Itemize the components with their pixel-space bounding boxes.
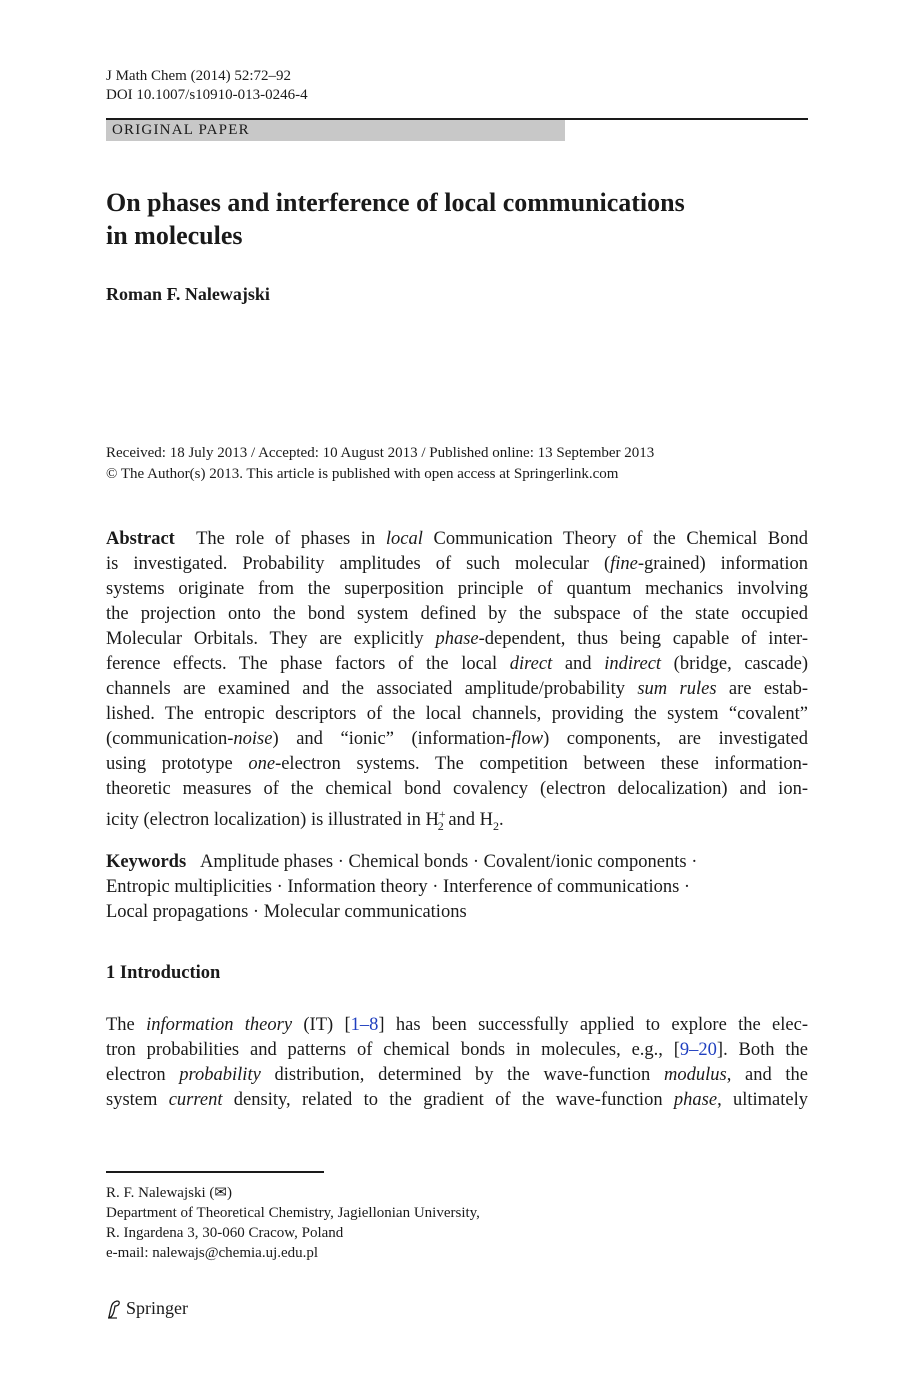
abstract (106, 527, 808, 839)
abstract-line: channels are examined and the associated amplitude/probability sum rules are estab- (106, 679, 808, 699)
abstract-line: is investigated. Probability amplitudes of such molecular (fine-grained) information (106, 554, 808, 574)
introduction-text (106, 1013, 808, 1113)
footnote-author: R. F. Nalewajski (✉) (106, 1185, 232, 1201)
abstract-line: Molecular Orbitals. They are explicitly phase-dependent, thus being capable of inter- (106, 629, 808, 649)
paper-type-banner: ORIGINAL PAPER (106, 120, 565, 141)
abstract-line: lished. The entropic descriptors of the local channels, providing the system “covalent” (106, 704, 808, 724)
keywords (106, 850, 808, 925)
received-line: Received: 18 July 2013 / Accepted: 10 August 2013 / Published online: 13 September 2013 (106, 445, 655, 461)
abstract-line: Abstract The role of phases in local Communication Theory of the Chemical Bond (106, 529, 809, 549)
intro-line: tron probabilities and patterns of chemical bonds in molecules, e.g., [9–20]. Both the (106, 1040, 808, 1060)
author-name: Roman F. Nalewajski (106, 284, 270, 304)
author-footnote (106, 1183, 480, 1263)
publisher-logo (106, 1298, 188, 1319)
title-line-1: On phases and interference of local communications (106, 188, 685, 217)
copyright-line: © The Author(s) 2013. This article is published with open access at Springerlink.com (106, 466, 619, 482)
intro-line: system current density, related to the gradient of the wave-function phase, ultimately (106, 1090, 809, 1110)
intro-line: electron probability distribution, determined by the wave-function modulus, and the (106, 1065, 809, 1085)
footnote-email: e-mail: nalewajs@chemia.uj.edu.pl (106, 1245, 319, 1261)
section-heading: 1 Introduction (106, 963, 221, 983)
keywords-line: Keywords Amplitude phases · Chemical bonds · Covalent/ionic components · (106, 852, 698, 872)
journal-info (106, 67, 308, 105)
abstract-line: the projection onto the bond system defined by the subspace of the state occupied (106, 604, 808, 624)
abstract-line: ference effects. The phase factors of the local direct and indirect (bridge, cascade) (106, 654, 808, 674)
publication-dates (106, 443, 826, 485)
title-line-2: in molecules (106, 221, 243, 250)
abstract-line: using prototype one-electron systems. The competition between these information- (106, 754, 808, 774)
doi-line: DOI 10.1007/s10910-013-0246-4 (106, 87, 308, 103)
abstract-line: (communication-noise) and “ionic” (information-flow) components, are investigated (106, 729, 808, 749)
abstract-line: theoretic measures of the chemical bond covalency (electron delocalization) and ion- (106, 779, 808, 799)
journal-citation: J Math Chem (2014) 52:72–92 (106, 68, 291, 84)
citation-link[interactable]: 1–8 (350, 1015, 379, 1035)
paper-title (106, 186, 766, 252)
keywords-label: Keywords (106, 852, 187, 872)
abstract-line: icity (electron localization) is illustrated in $H^+_2$ and $H_2$. (106, 807, 504, 833)
keywords-line: Entropic multiplicities · Information theory · Interference of communications · (106, 877, 691, 897)
footnote-rule (106, 1171, 324, 1173)
springer-horse-icon (106, 1299, 122, 1319)
intro-line: The information theory (IT) [1–8] has been successfully applied to explore the elec- (106, 1015, 808, 1035)
publisher-name: Springer (126, 1298, 188, 1318)
abstract-line: systems originate from the superposition principle of quantum mechanics involving (106, 579, 808, 599)
footnote-address: R. Ingardena 3, 30-060 Cracow, Poland (106, 1225, 344, 1241)
citation-link[interactable]: 9–20 (679, 1040, 717, 1060)
keywords-line: Local propagations · Molecular communications (106, 902, 467, 922)
abstract-label: Abstract (106, 529, 175, 549)
footnote-affiliation: Department of Theoretical Chemistry, Jagiellonian University, (106, 1205, 480, 1221)
